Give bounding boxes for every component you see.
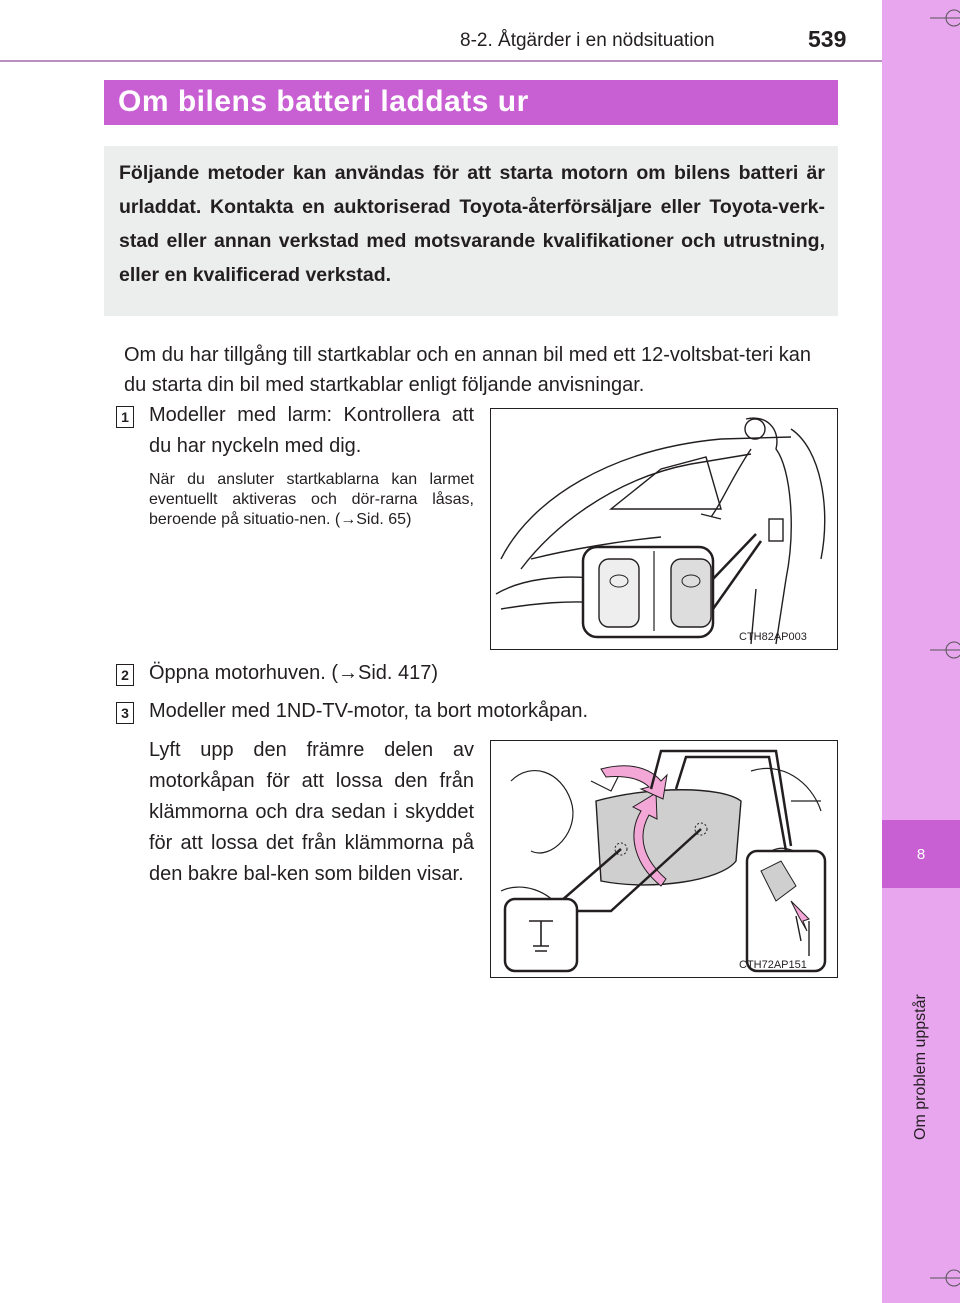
section-header: 8-2. Åtgärder i en nödsituation (460, 30, 715, 51)
intro-box (104, 146, 838, 316)
intro-text: Följande metoder kan användas för att starta motorn om bilens batteri är urladdat. Kontakta en auktoriserad Toyota-återförsäljare eller Toyota-verk-stad eller annan verkstad med motsvarande kvalifikationer och utrustning, eller en kvalificerad verkstad. (119, 162, 825, 286)
engine-cover-illustration (490, 740, 838, 978)
step-number-1: 1 (116, 406, 134, 428)
step-1-note (149, 470, 474, 530)
section-title: Om bilens batteri laddats ur (118, 85, 529, 118)
step-2-text-main: Öppna motorhuven. ( (149, 662, 338, 684)
page-reference-link[interactable]: Sid. 65) (356, 511, 412, 528)
step-3-text: Modeller med 1ND-TV-motor, ta bort motorkåpan. (149, 700, 589, 722)
engine-cover-icon (491, 741, 837, 977)
chapter-number: 8 (882, 820, 960, 888)
crop-mark-icon (930, 1262, 960, 1292)
step-number-3: 3 (116, 702, 134, 724)
header-rule (0, 60, 882, 62)
crop-mark-icon (930, 634, 960, 664)
chapter-label: Om problem uppstår (912, 994, 929, 1140)
crop-mark-icon (930, 2, 960, 32)
step-2-text (149, 658, 749, 689)
illustration-code: CTH82AP003 (739, 631, 807, 643)
arrow-icon: → (338, 662, 358, 684)
step-1-note-text: När du ansluter startkablarna kan larmet eventuellt aktiveras och dör-rarna låsas, beroende på situatio-nen. ( (149, 471, 474, 528)
step-3-detail: Lyft upp den främre delen av motorkåpan för att lossa den från klämmorna och dra sedan i skyddet för att lossa det från klämmorna på den bakre bal-ken som bilden visar. (149, 739, 474, 885)
page-reference-link[interactable]: Sid. 417) (358, 662, 439, 684)
illustration-code: CTH72AP151 (739, 959, 807, 971)
page-number: 539 (808, 26, 847, 52)
step-number-2: 2 (116, 664, 134, 686)
section-title-bar (104, 80, 838, 125)
step-1-text: Modeller med larm: Kontrollera att du har nyckeln med dig. (149, 404, 474, 457)
car-person-icon (491, 409, 837, 649)
arrow-icon: → (340, 511, 357, 528)
chapter-label-wrap (882, 900, 960, 1160)
lead-paragraph: Om du har tillgång till startkablar och en annan bil med ett 12-voltsbat-teri kan du starta din bil med startkablar enligt följande anvisningar. (124, 344, 812, 396)
key-check-illustration (490, 408, 838, 650)
